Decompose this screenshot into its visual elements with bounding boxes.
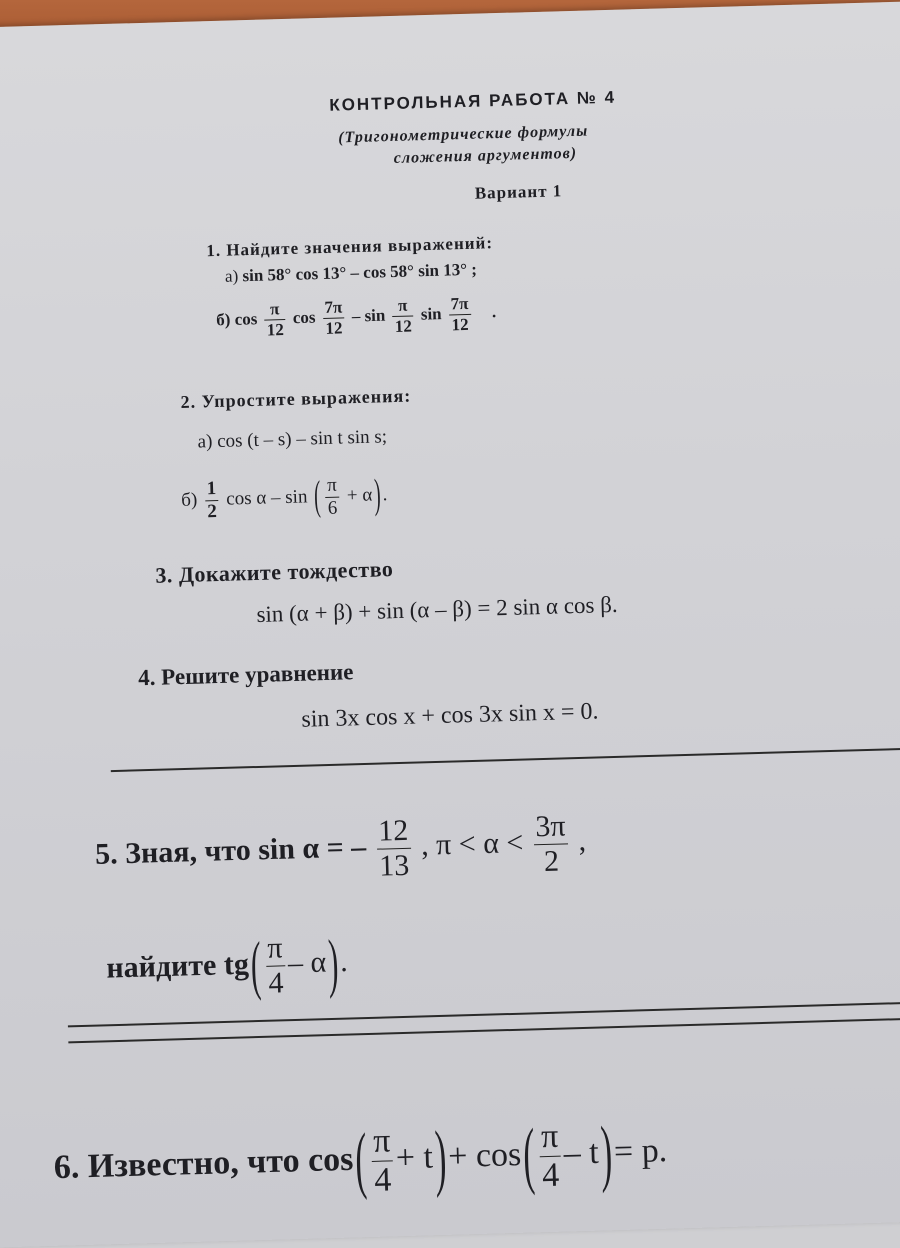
task1-a-expression: sin 58° cos 13° – cos 58° sin 13° ;	[242, 259, 478, 286]
task2-a-label: а)	[197, 431, 213, 453]
task2-b-end: .	[382, 484, 388, 506]
fraction-denominator: 12	[393, 315, 415, 337]
variant-label: Вариант 1	[474, 181, 563, 203]
task6-plus-t: + t	[395, 1138, 434, 1177]
task4-heading: 4. Решите уравнение	[137, 659, 354, 691]
fraction-numerator: 7π	[450, 293, 469, 314]
task6-plus-cos: + cos	[447, 1136, 522, 1176]
fraction-denominator: 2	[534, 843, 569, 879]
page-title: КОНТРОЛЬНАЯ РАБОТА № 4	[329, 87, 617, 115]
fraction-denominator: 13	[377, 848, 412, 884]
fraction-numerator: π	[326, 474, 338, 496]
fraction-numerator: 1	[206, 478, 217, 500]
task5-find: найдите tg	[105, 947, 250, 985]
task2-a-expression: cos (t – s) – sin t sin s;	[216, 426, 388, 452]
task5-comma: ,	[577, 824, 587, 858]
fraction-numerator: π	[397, 295, 408, 315]
task1-b-fraction-3	[392, 295, 414, 337]
right-paren: )	[373, 471, 382, 519]
task5-fraction-3	[265, 931, 286, 1001]
task5-end: .	[339, 944, 349, 979]
task1-a	[225, 260, 477, 287]
right-paren: )	[433, 1117, 448, 1200]
task2-b	[181, 473, 388, 524]
task2-b-label: б)	[180, 489, 198, 511]
task1-b-label: б)	[215, 309, 231, 330]
divider-1	[111, 745, 900, 772]
task1-a-label: а)	[224, 266, 239, 286]
task5-line2	[105, 926, 349, 1006]
page-subtitle-line2: сложения аргументов)	[393, 144, 578, 167]
task1-b-cos2: cos	[292, 307, 316, 328]
fraction-numerator: π	[540, 1117, 559, 1156]
fraction-denominator: 2	[205, 500, 219, 523]
fraction-denominator: 12	[449, 314, 471, 336]
task1-b-fraction-4	[448, 294, 471, 336]
task1-b-fraction-2	[322, 297, 345, 339]
task5-lead: 5. Зная, что sin α = –	[94, 830, 367, 871]
right-paren: )	[327, 926, 340, 1000]
task5-fraction-1	[376, 814, 412, 884]
task1-b	[216, 293, 497, 342]
task3-heading: 3. Докажите тождество	[155, 556, 394, 588]
fraction-numerator: 12	[377, 813, 409, 848]
task6-equals-p: = p.	[613, 1131, 668, 1171]
divider-3	[68, 1015, 900, 1043]
task5-minus-alpha: – α	[287, 945, 327, 980]
task5-inequality: , π < α <	[420, 825, 524, 862]
task6-line	[53, 1112, 668, 1209]
task3-expression: sin (α + β) + sin (α – β) = 2 sin α cos β.	[256, 591, 618, 627]
task6-minus-t: – t	[563, 1133, 600, 1172]
left-paren: (	[313, 473, 322, 520]
task6-fraction-1	[371, 1122, 394, 1200]
task2-b-fraction-1	[204, 478, 219, 523]
task1-b-minus-sin: – sin	[351, 305, 386, 326]
fraction-denominator: 12	[265, 319, 287, 341]
fraction-numerator: 7π	[324, 297, 343, 317]
right-paren: )	[599, 1112, 614, 1195]
fraction-denominator: 4	[372, 1160, 394, 1200]
page-subtitle-line1: (Тригонометрические формулы	[337, 122, 589, 147]
task2-heading: 2. Упростите выражения:	[180, 385, 412, 412]
task1-b-sin: sin	[420, 304, 442, 324]
fraction-numerator: π	[372, 1122, 391, 1160]
fraction-denominator: 12	[323, 317, 345, 339]
task2-b-plus-alpha: + α	[346, 484, 373, 507]
task6-fraction-2	[539, 1118, 562, 1196]
fraction-denominator: 4	[266, 965, 286, 1001]
left-paren: (	[249, 929, 262, 1002]
left-paren: (	[522, 1115, 536, 1197]
fraction-denominator: 6	[326, 497, 340, 520]
task1-b-end: .	[491, 302, 497, 322]
fraction-numerator: 3π	[534, 809, 566, 844]
task1-b-fraction-1	[264, 299, 286, 341]
task4-expression: sin 3x cos x + cos 3x sin x = 0.	[301, 698, 599, 733]
fraction-numerator: π	[269, 299, 280, 319]
task5-fraction-2	[533, 809, 569, 879]
task2-b-fraction-2	[325, 475, 340, 520]
task5-line1	[94, 809, 587, 892]
fraction-numerator: π	[266, 931, 284, 965]
left-paren: (	[354, 1119, 368, 1202]
task1-heading: 1. Найдите значения выражений:	[206, 233, 494, 261]
task6-lead: 6. Известно, что cos	[53, 1140, 354, 1187]
fraction-denominator: 4	[540, 1156, 562, 1196]
task2-a	[197, 426, 387, 453]
task2-b-middle: cos α – sin	[225, 486, 308, 510]
task1-b-cos1: cos	[234, 309, 258, 329]
